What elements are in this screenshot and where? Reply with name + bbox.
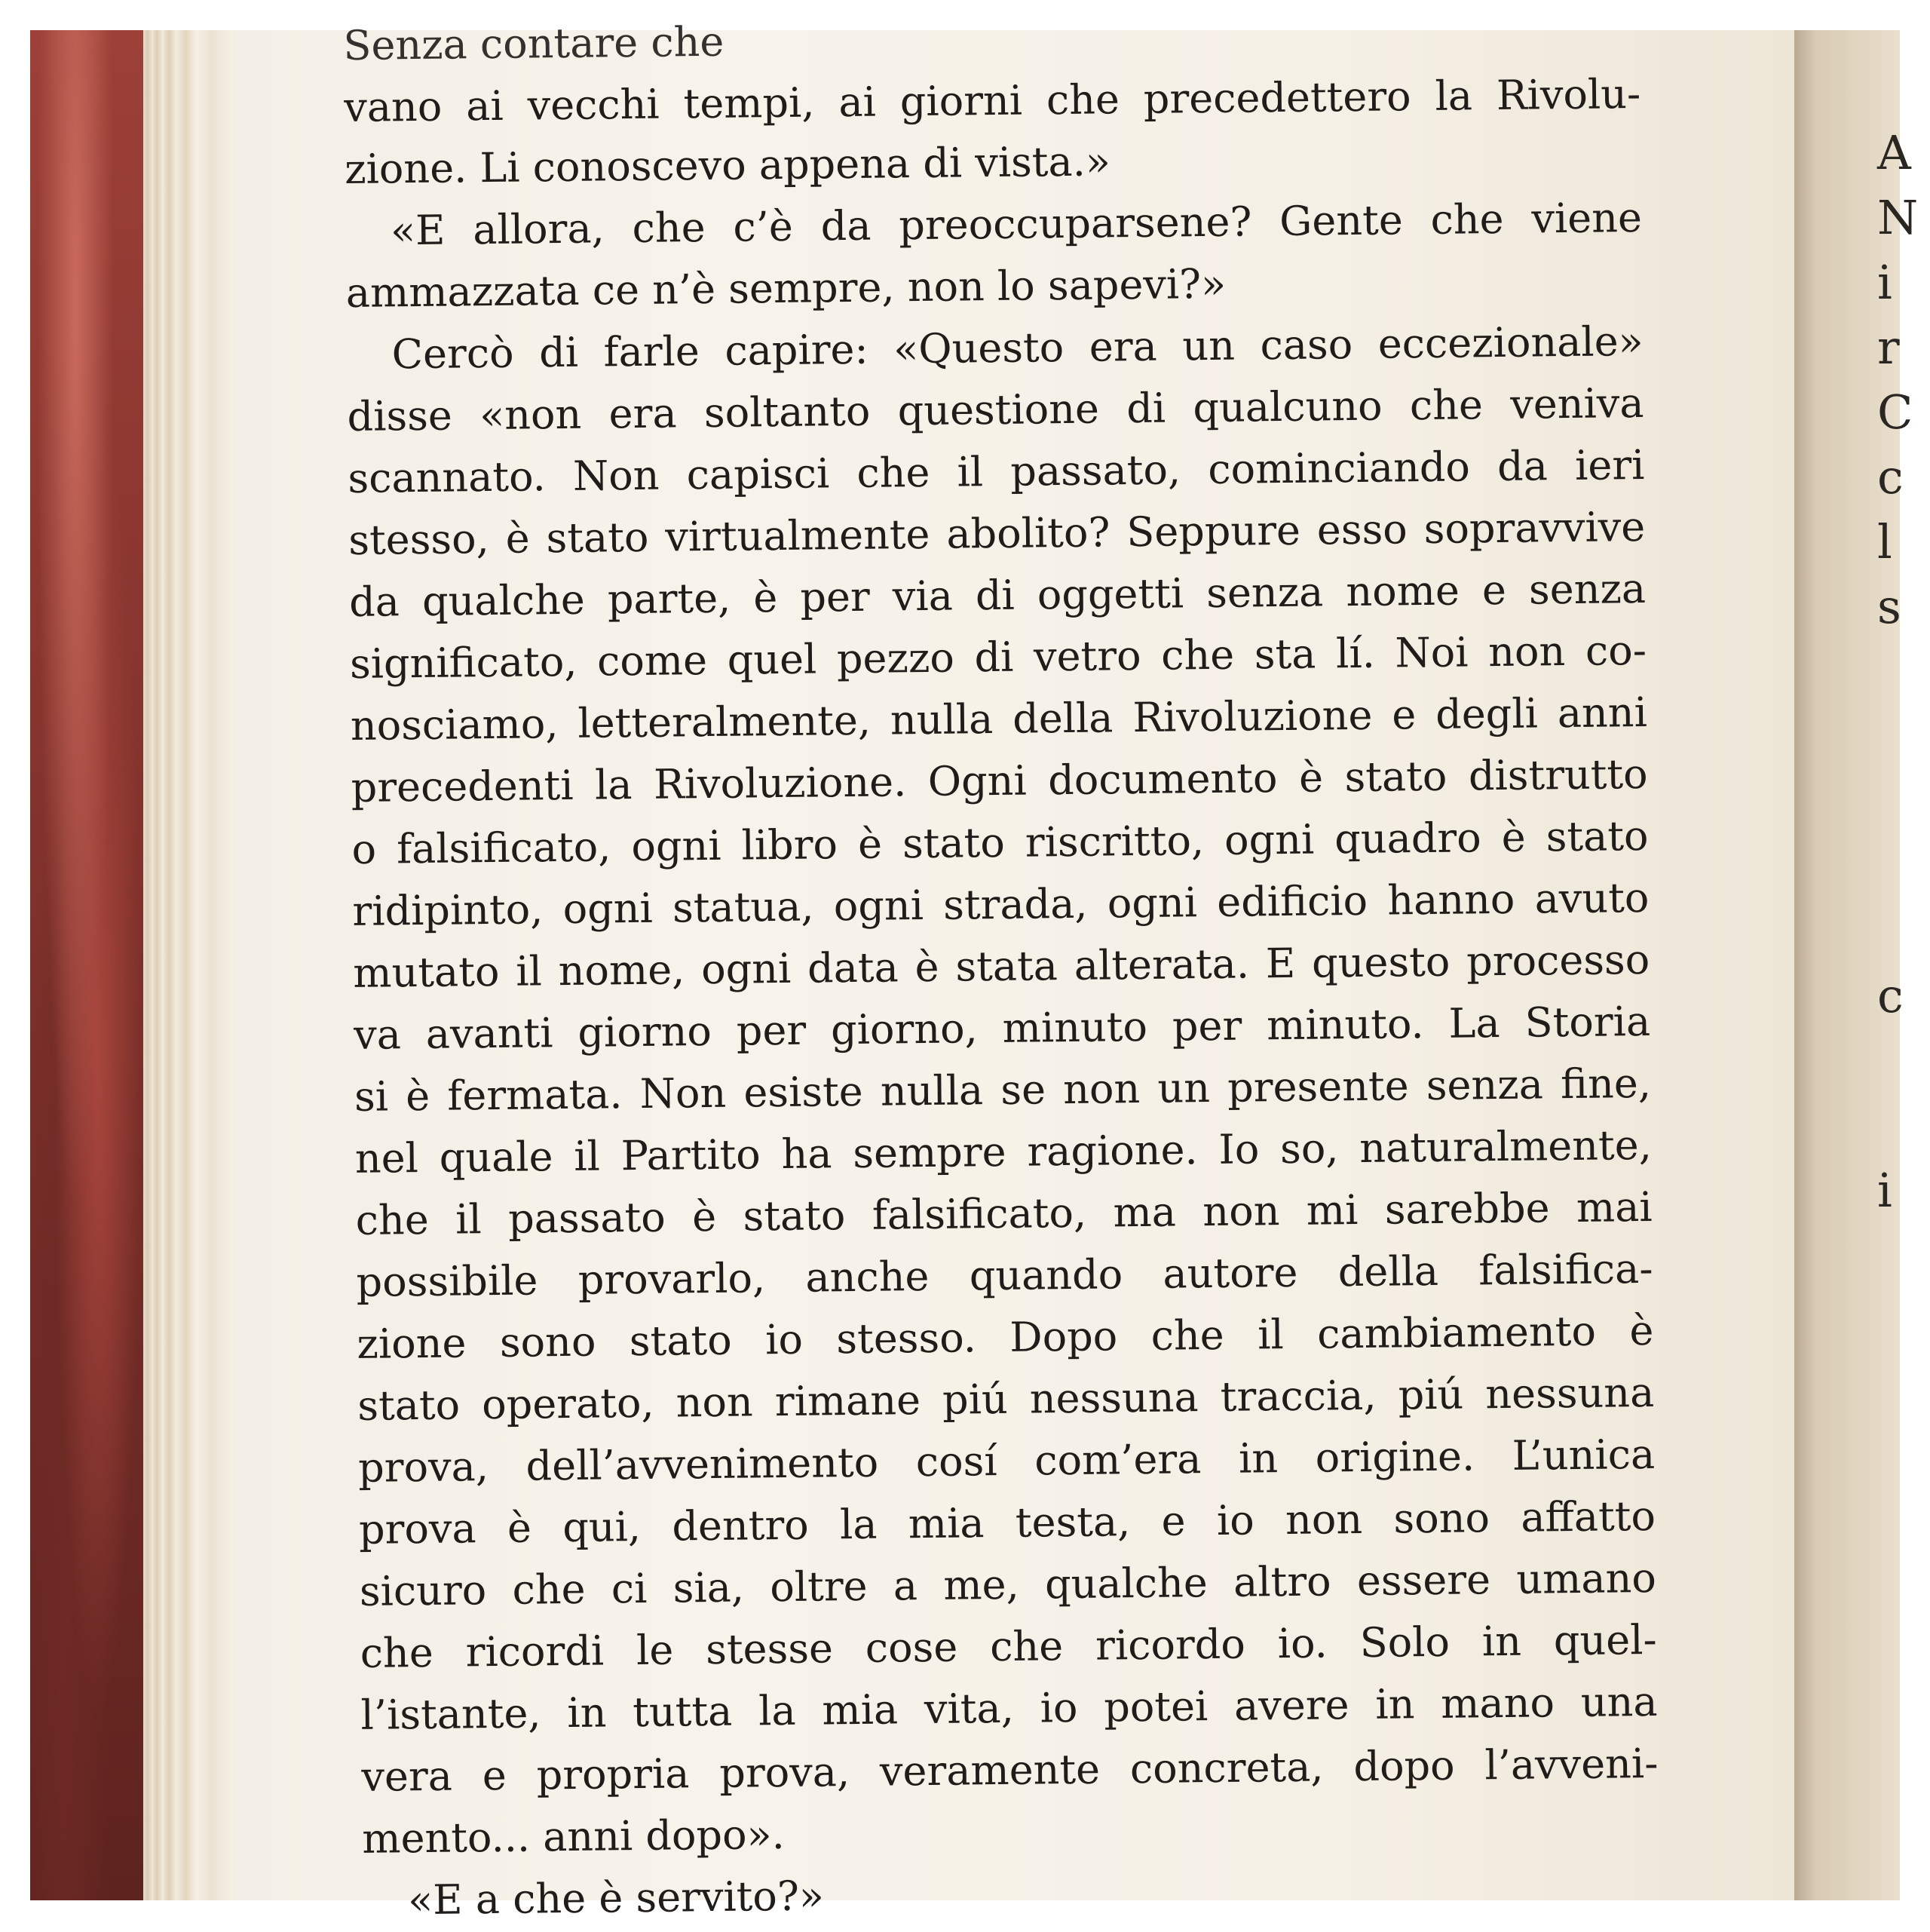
text-line: che ricordi le stesse cose che ricordo io. Solo in quel-: [360, 1615, 1657, 1677]
text-line: sicuro che ci sia, oltre a me, qualche altro essere umano: [359, 1553, 1657, 1615]
text-line: vano ai vecchi tempi, ai giorni che precedettero la Rivolu-: [343, 69, 1641, 131]
text-line: Senza contare che: [343, 17, 725, 69]
text-line: mento... anni dopo».: [361, 1811, 786, 1863]
text-line: «E allora, che c’è da preoccuparsene? Gente che viene: [390, 193, 1643, 255]
text-line: stato operato, non rimane piú nessuna traccia, piú nessuna: [357, 1368, 1655, 1430]
text-line: va avanti giorno per giorno, minuto per minuto. La Storia: [353, 997, 1651, 1059]
right-page-letters: A N i r C c l s c i: [1877, 125, 1919, 1218]
text-line: si è fermata. Non esiste nulla se non un presente senza fine,: [354, 1059, 1652, 1121]
text-line: zione sono stato io stesso. Dopo che il cambiamento è: [357, 1306, 1654, 1368]
text-line: nosciamo, letteralmente, nulla della Rivoluzione e degli anni: [350, 688, 1648, 750]
text-line: che il passato è stato falsificato, ma non mi sarebbe mai: [355, 1182, 1653, 1244]
text-line: l’istante, in tutta la mia vita, io potei avere in mano una: [360, 1677, 1658, 1739]
book-cover-edge: [30, 30, 143, 1900]
text-line: nel quale il Partito ha sempre ragione. Io so, naturalmente,: [354, 1121, 1653, 1182]
text-line: mutato il nome, ogni data è stata alterata. E questo processo: [352, 935, 1650, 997]
text-line: ammazzata ce n’è sempre, non lo sapevi?»: [345, 259, 1227, 317]
text-line: prova è qui, dentro la mia testa, e io non sono affatto: [358, 1492, 1656, 1553]
text-line: vera e propria prova, veramente concreta, dopo l’avveni-: [361, 1739, 1659, 1801]
text-line: ridipinto, ogni statua, ogni strada, ogni edificio hanno avuto: [352, 873, 1650, 935]
text-line: significato, come quel pezzo di vetro che sta lí. Noi non co-: [349, 626, 1647, 688]
text-line: possibile provarlo, anche quando autore della falsifica-: [356, 1244, 1653, 1306]
text-line: stesso, è stato virtualmente abolito? Seppure esso sopravvive: [348, 502, 1646, 564]
page-edges: [143, 30, 234, 1900]
text-line: precedenti la Rivoluzione. Ogni documento è stato distrutto: [351, 750, 1648, 811]
text-line: prova, dell’avvenimento cosí com’era in origine. L’unica: [357, 1430, 1656, 1492]
text-line: da qualche parte, è per via di oggetti senza nome e senza: [348, 564, 1647, 626]
page-text: [343, 2, 1660, 1932]
text-line: Cercò di farle capire: «Questo era un caso eccezionale»: [391, 317, 1644, 379]
text-line: disse «non era soltanto questione di qualcuno che veniva: [347, 379, 1644, 440]
text-line: o falsificato, ogni libro è stato riscritto, ogni quadro è stato: [351, 811, 1649, 873]
text-line: zione. Li conoscevo appena di vista.»: [344, 137, 1111, 193]
text-line: «E a che è servito?»: [407, 1872, 825, 1924]
text-line: scannato. Non capisci che il passato, cominciando da ieri: [348, 440, 1645, 502]
